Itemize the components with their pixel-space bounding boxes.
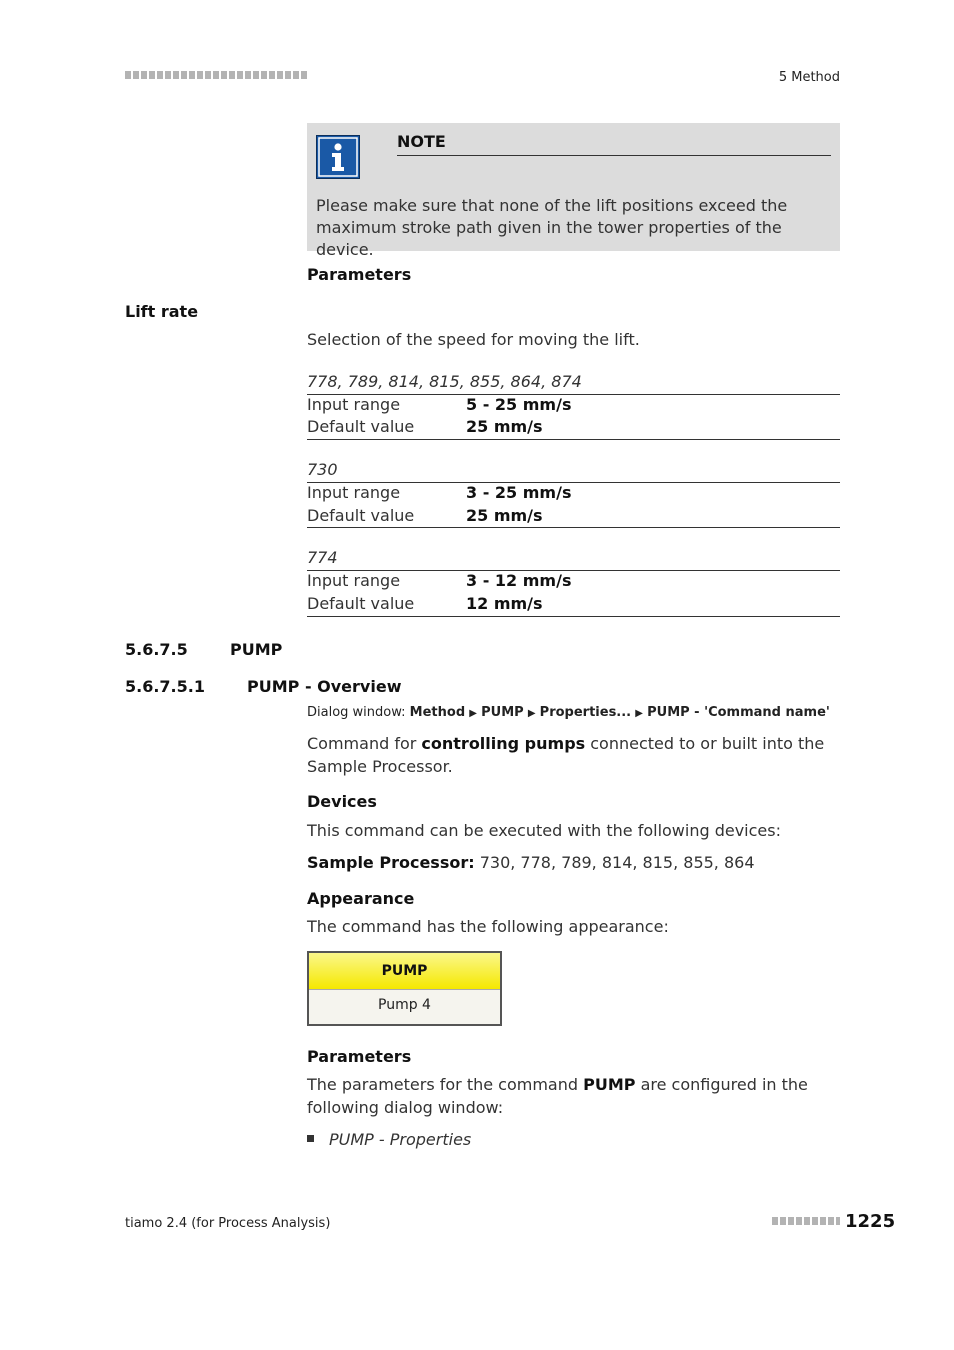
input-range-label: Input range	[307, 483, 401, 502]
parameters-heading: Parameters	[307, 265, 412, 284]
pump-command-subtitle: Pump 4	[378, 997, 431, 1013]
dialog-path-item: Properties...	[539, 705, 632, 720]
dialog-path-item: Method	[409, 705, 466, 720]
parameters-text: The parameters for the command	[307, 1075, 584, 1094]
footer-title: tiamo 2.4 (for Process Analysis)	[125, 1216, 331, 1231]
default-value-label: Default value	[307, 506, 415, 525]
devices-models: 730, 778, 789, 814, 815, 855, 864	[474, 853, 755, 872]
appearance-text: The command has the following appearance:	[307, 917, 669, 936]
input-range-label: Input range	[307, 395, 401, 414]
appearance-heading: Appearance	[307, 889, 415, 908]
devices-text: This command can be executed with the following devices:	[307, 821, 781, 840]
note-title: NOTE	[397, 132, 446, 151]
header-chapter: 5 Method	[778, 70, 840, 85]
subsection-number: 5.6.7.5.1	[125, 677, 205, 696]
lift-rate-description: Selection of the speed for moving the lift.	[307, 330, 640, 349]
info-icon	[316, 135, 360, 179]
input-range-value: 3 - 12 mm/s	[466, 571, 572, 590]
group-models: 730	[307, 460, 338, 479]
bullet-icon	[307, 1135, 314, 1142]
section-title: PUMP	[230, 640, 283, 659]
intro-text: connected to or built into the Sample Processor.	[307, 734, 825, 776]
devices-heading: Devices	[307, 792, 377, 811]
dialog-path-item: PUMP - 'Command name'	[647, 705, 830, 720]
intro-text: Command for	[307, 734, 422, 753]
parameters-heading: Parameters	[307, 1047, 412, 1066]
pump-command-title: PUMP	[309, 953, 500, 990]
default-value: 12 mm/s	[466, 594, 543, 613]
table-divider	[307, 616, 840, 617]
page-number: 1225	[845, 1211, 896, 1232]
group-models: 778, 789, 814, 815, 855, 864, 874	[307, 372, 582, 391]
devices-label: Sample Processor:	[307, 853, 475, 872]
input-range-value: 3 - 25 mm/s	[466, 483, 572, 502]
lift-rate-label: Lift rate	[125, 302, 199, 321]
subsection-title: PUMP - Overview	[247, 677, 402, 696]
pump-command-box	[307, 951, 502, 1026]
default-value: 25 mm/s	[466, 417, 543, 436]
input-range-value: 5 - 25 mm/s	[466, 395, 572, 414]
note-divider	[397, 155, 831, 156]
group-models: 774	[307, 548, 338, 567]
parameters-text: are configured in the following dialog window:	[307, 1075, 808, 1117]
triangle-right-icon: ▶	[469, 708, 477, 719]
triangle-right-icon: ▶	[527, 708, 536, 719]
triangle-right-icon: ▶	[635, 708, 643, 719]
footer-decoration	[772, 1217, 840, 1225]
parameters-paragraph	[307, 1073, 840, 1119]
section-number: 5.6.7.5	[125, 640, 188, 659]
dialog-path-prefix: Dialog window:	[307, 705, 410, 720]
note-text: Please make sure that none of the lift positions exceed the maximum stroke path given in the tower properties of the device.	[316, 196, 788, 259]
default-value: 25 mm/s	[466, 506, 543, 525]
header-decoration	[125, 71, 307, 79]
default-value-label: Default value	[307, 417, 415, 436]
table-divider	[307, 527, 840, 528]
devices-list	[307, 851, 755, 874]
dialog-path	[307, 705, 830, 720]
intro-paragraph	[307, 732, 840, 778]
default-value-label: Default value	[307, 594, 415, 613]
parameters-bold: PUMP	[583, 1075, 636, 1094]
intro-bold: controlling pumps	[421, 734, 586, 753]
bullet-item: PUMP - Properties	[329, 1130, 472, 1149]
input-range-label: Input range	[307, 571, 401, 590]
note-box	[307, 123, 840, 259]
dialog-path-item: PUMP	[481, 705, 524, 720]
table-divider	[307, 439, 840, 440]
